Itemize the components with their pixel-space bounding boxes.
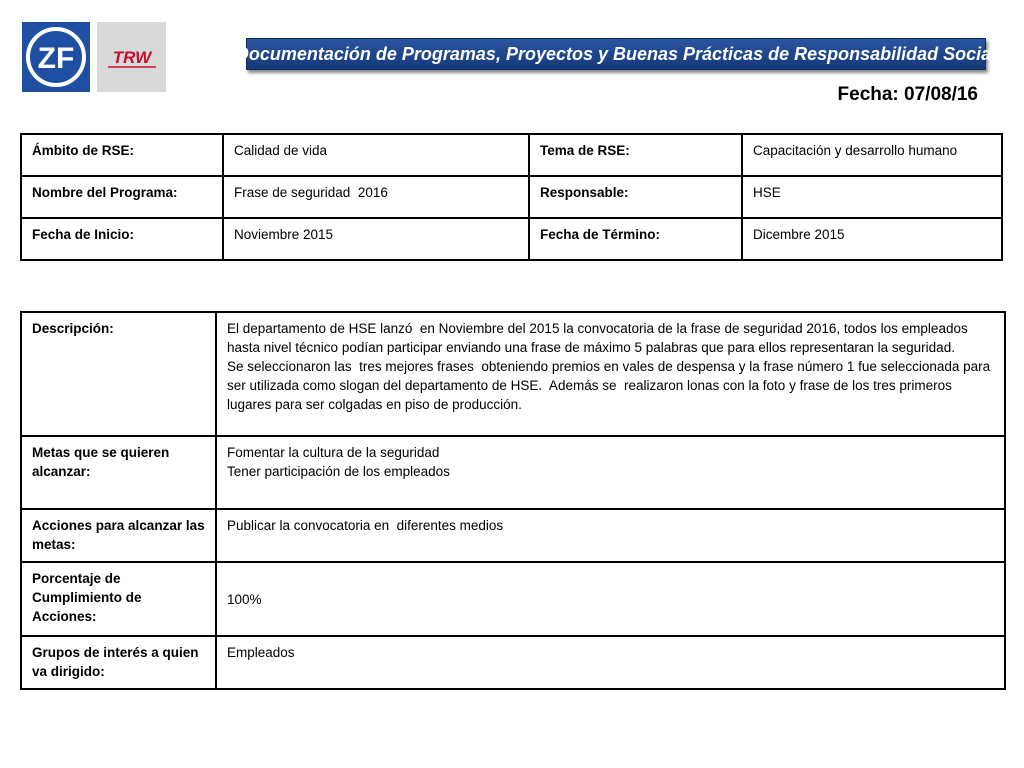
termino-label: Fecha de Término:	[529, 218, 742, 260]
termino-value: Dicembre 2015	[742, 218, 1002, 260]
table-row	[21, 636, 1005, 689]
tema-label: Tema de RSE:	[529, 134, 742, 176]
responsable-label: Responsable:	[529, 176, 742, 218]
table-row	[21, 176, 1002, 218]
document-date: Fecha: 07/08/16	[837, 84, 978, 105]
acciones-value: Publicar la convocatoria en diferentes medios	[216, 509, 1005, 562]
metas-value	[216, 436, 1005, 509]
grupos-label: Grupos de interés a quien va dirigido:	[21, 636, 216, 689]
descripcion-paragraph: Se seleccionaron las tres mejores frases obteniendo premios en vales de despensa y la frase número 1 fue seleccionada para ser utilizada como slogan del departamento de HSE. Además se realizaron lonas con la foto y frase de los tres primeros lugares para ser colgadas en piso de producción.	[227, 359, 994, 412]
porcentaje-label: Porcentaje de Cumplimiento de Acciones:	[21, 562, 216, 636]
responsable-value: HSE	[742, 176, 1002, 218]
table-row	[21, 509, 1005, 562]
svg-text:TRW: TRW	[112, 48, 151, 67]
ambito-value: Calidad de vida	[223, 134, 529, 176]
inicio-value: Noviembre 2015	[223, 218, 529, 260]
zf-logo-mark	[25, 26, 87, 88]
table-row	[21, 436, 1005, 509]
metas-line: Tener participación de los empleados	[227, 464, 450, 479]
inicio-label: Fecha de Inicio:	[21, 218, 223, 260]
programa-label: Nombre del Programa:	[21, 176, 223, 218]
acciones-label: Acciones para alcanzar las metas:	[21, 509, 216, 562]
title-banner	[235, 38, 997, 70]
metas-line: Fomentar la cultura de la seguridad	[227, 445, 440, 460]
svg-text:ZF: ZF	[37, 42, 75, 75]
table-row	[21, 312, 1005, 436]
tema-value: Capacitación y desarrollo humano	[742, 134, 1002, 176]
program-info-table	[20, 133, 1003, 261]
ambito-label: Ámbito de RSE:	[21, 134, 223, 176]
metas-label: Metas que se quieren alcanzar:	[21, 436, 216, 509]
page-title: Documentación de Programas, Proyectos y Buenas Prácticas de Responsabilidad Social	[235, 43, 997, 64]
table-row	[21, 218, 1002, 260]
table-row	[21, 134, 1002, 176]
porcentaje-value: 100%	[216, 562, 1005, 636]
table-row	[21, 562, 1005, 636]
descripcion-label: Descripción:	[21, 312, 216, 436]
zf-logo	[22, 22, 90, 92]
program-details-table	[20, 311, 1006, 690]
descripcion-value	[216, 312, 1005, 436]
trw-logo	[97, 22, 166, 92]
descripcion-paragraph: El departamento de HSE lanzó en Noviembre del 2015 la convocatoria de la frase de seguridad 2016, todos los empleados hasta nivel técnico podían participar enviando una frase de máximo 5 palabras que para ellos representaran la seguridad.	[227, 321, 972, 355]
trw-logo-mark	[102, 42, 162, 72]
grupos-value: Empleados	[216, 636, 1005, 689]
programa-value: Frase de seguridad 2016	[223, 176, 529, 218]
